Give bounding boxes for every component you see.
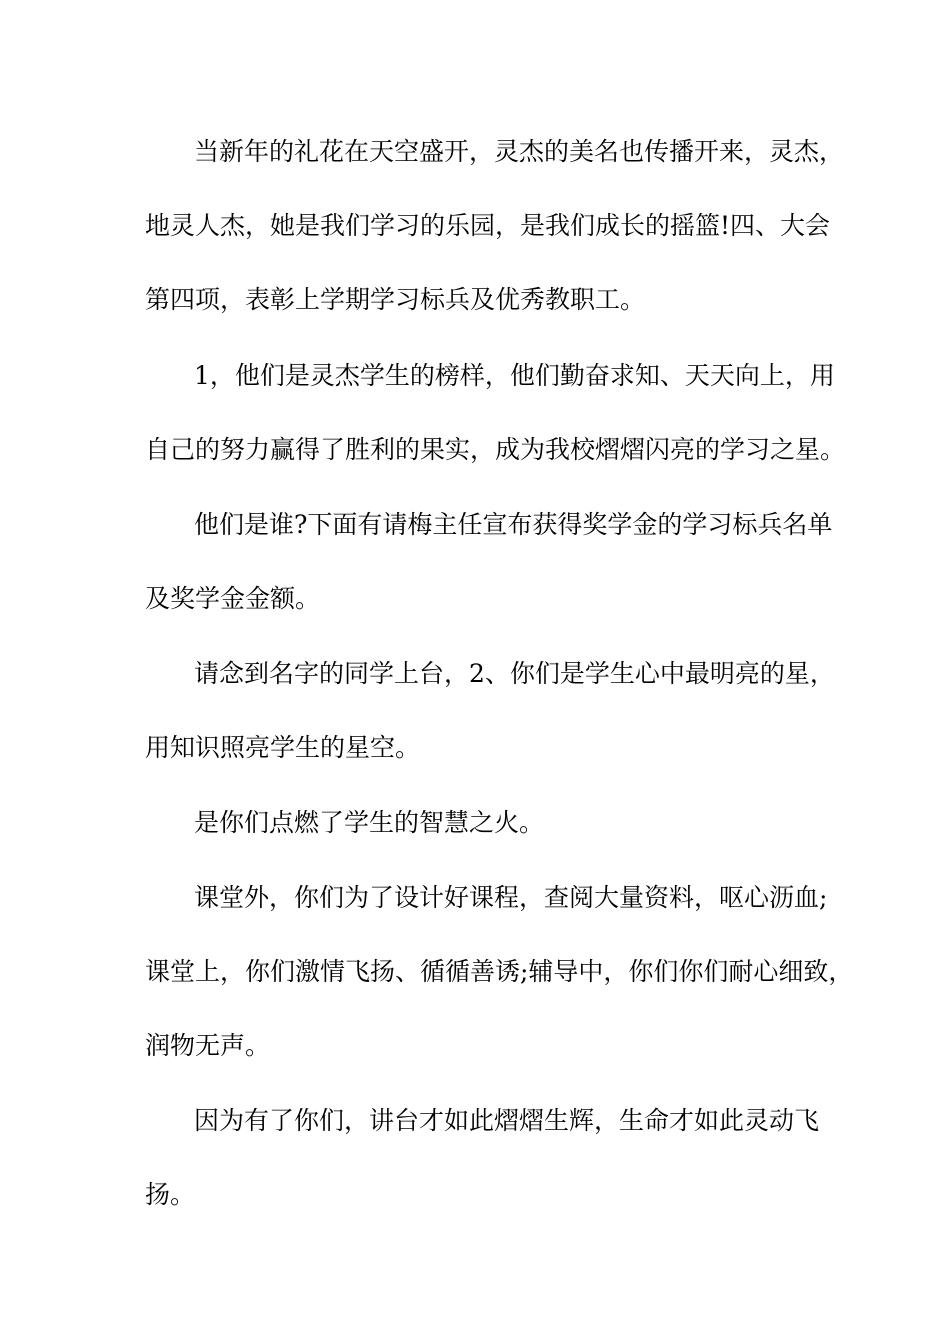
paragraph-line-13: 润物无声。	[145, 1031, 271, 1060]
paragraph-line-14: 因为有了你们，讲台才如此熠熠生辉，生命才如此灵动飞	[194, 1106, 820, 1135]
paragraph-line-15: 扬。	[145, 1180, 196, 1209]
paragraph-line-2: 地灵人杰，她是我们学习的乐园，是我们成长的摇篮!四、大会	[145, 211, 831, 240]
paragraph-line-11: 课堂外，你们为了设计好课程，查阅大量资料，呕心沥血;	[194, 883, 828, 912]
paragraph-line-12: 课堂上，你们激情飞扬、循循善诱;辅导中，你们你们耐心细致，	[145, 957, 854, 986]
paragraph-line-5: 自己的努力赢得了胜利的果实，成为我校熠熠闪亮的学习之星。	[145, 435, 846, 464]
paragraph-line-3: 第四项，表彰上学期学习标兵及优秀教职工。	[145, 285, 646, 314]
paragraph-line-8: 请念到名字的同学上台，2、你们是学生心中最明亮的星，	[194, 659, 835, 688]
paragraph-line-9: 用知识照亮学生的星空。	[145, 733, 421, 762]
paragraph-line-6: 他们是谁?下面有请梅主任宣布获得奖学金的学习标兵名单	[194, 510, 833, 539]
paragraph-line-4: 1，他们是灵杰学生的榜样，他们勤奋求知、天天向上，用	[194, 361, 835, 390]
paragraph-line-10: 是你们点燃了学生的智慧之火。	[194, 808, 545, 837]
paragraph-line-1: 当新年的礼花在天空盛开，灵杰的美名也传播开来，灵杰，	[194, 137, 845, 166]
paragraph-line-7: 及奖学金金额。	[145, 584, 321, 613]
